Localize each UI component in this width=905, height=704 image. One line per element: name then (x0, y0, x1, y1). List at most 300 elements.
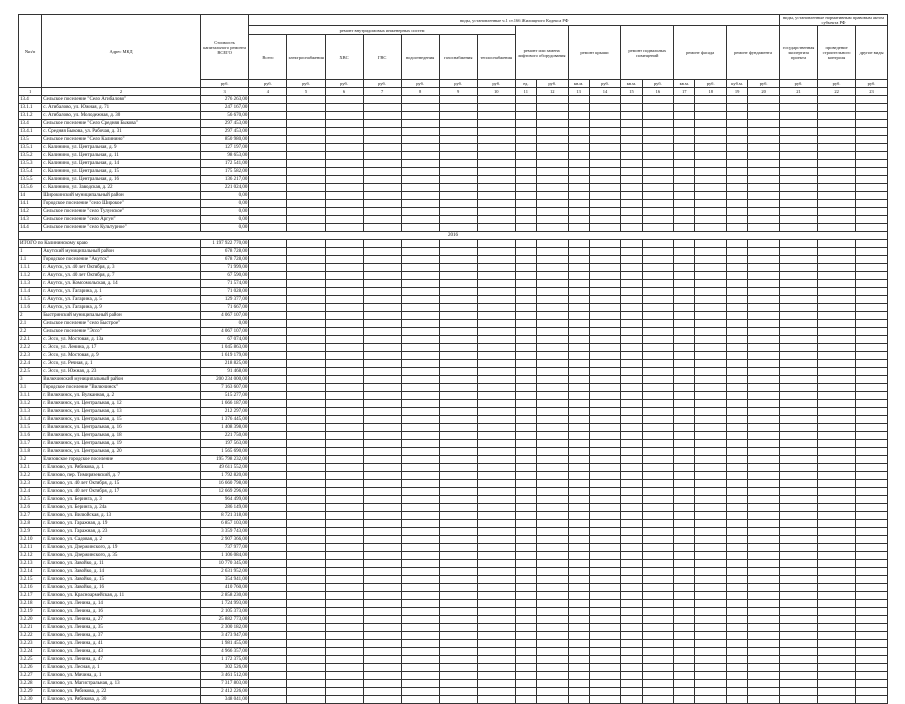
row-cell (536, 192, 568, 200)
row-cell (589, 352, 621, 360)
row-cell (589, 584, 621, 592)
row-cell (589, 632, 621, 640)
row-total-cost: 2 412 226,00 (200, 688, 249, 696)
row-cell (363, 344, 401, 352)
row-cell (621, 496, 642, 504)
row-cell (439, 312, 477, 320)
row-cell (287, 240, 325, 248)
row-address: Сельское поселение "Село Средняя Быкова" (42, 120, 201, 128)
row-cell (674, 664, 695, 672)
row-cell (568, 672, 589, 680)
row-cell (589, 464, 621, 472)
row-cell (477, 224, 515, 232)
row-cell (674, 152, 695, 160)
row-total-cost: 297 453,00 (200, 128, 249, 136)
row-address: г. Елизово, ул. Вилюйская, д. 13 (42, 512, 201, 520)
row-cell (515, 224, 536, 232)
row-cell (856, 464, 888, 472)
row-cell (477, 544, 515, 552)
row-cell (325, 104, 363, 112)
row-cell (401, 520, 439, 528)
row-cell (439, 616, 477, 624)
row-cell (249, 368, 287, 376)
row-cell (477, 176, 515, 184)
row-cell (439, 184, 477, 192)
row-cell (568, 648, 589, 656)
row-cell (748, 568, 780, 576)
header-column-numbers-row (19, 88, 888, 96)
row-cell (536, 384, 568, 392)
section-row (19, 384, 888, 392)
row-cell (589, 552, 621, 560)
row-cell (621, 632, 642, 640)
row-cell (287, 216, 325, 224)
row-cell (621, 504, 642, 512)
row-cell (363, 464, 401, 472)
row-cell (515, 328, 536, 336)
row-cell (568, 352, 589, 360)
row-cell (589, 336, 621, 344)
row-cell (642, 616, 674, 624)
table-row (19, 280, 888, 288)
row-cell (287, 280, 325, 288)
row-cell (748, 320, 780, 328)
row-cell (536, 416, 568, 424)
row-cell (621, 608, 642, 616)
row-cell (536, 352, 568, 360)
row-cell (536, 96, 568, 104)
row-cell (589, 664, 621, 672)
row-cell (589, 176, 621, 184)
row-cell (727, 136, 748, 144)
row-cell (748, 552, 780, 560)
row-cell (674, 264, 695, 272)
row-cell (818, 496, 856, 504)
row-cell (674, 416, 695, 424)
row-cell (536, 496, 568, 504)
row-cell (695, 128, 727, 136)
row-cell (695, 560, 727, 568)
table-row (19, 304, 888, 312)
row-cell (325, 368, 363, 376)
row-number: 13.4.1 (19, 128, 42, 136)
row-cell (536, 424, 568, 432)
row-cell (589, 264, 621, 272)
row-cell (287, 400, 325, 408)
row-cell (249, 576, 287, 584)
row-cell (642, 248, 674, 256)
column-number: 13 (568, 88, 589, 96)
row-cell (536, 304, 568, 312)
row-total-cost: 6 857 103,00 (200, 520, 249, 528)
row-number: 3.2.14 (19, 568, 42, 576)
row-cell (439, 104, 477, 112)
row-cell (363, 488, 401, 496)
row-cell (515, 472, 536, 480)
row-cell (818, 504, 856, 512)
row-cell (856, 384, 888, 392)
row-cell (642, 560, 674, 568)
row-cell (401, 544, 439, 552)
row-cell (477, 144, 515, 152)
row-cell (401, 168, 439, 176)
row-cell (695, 544, 727, 552)
row-address: г. Елизово, ул. Ленина, д. 43 (42, 648, 201, 656)
row-cell (642, 264, 674, 272)
row-cell (401, 576, 439, 584)
row-number: 1.1.1 (19, 264, 42, 272)
row-cell (727, 464, 748, 472)
row-cell (780, 600, 818, 608)
section-row (19, 136, 888, 144)
row-cell (674, 456, 695, 464)
row-cell (818, 248, 856, 256)
header-group-regional: виды, установленные нормативным правовым актом субъекта РФ (780, 15, 888, 26)
row-cell (363, 208, 401, 216)
row-address: г. Елизово, ул. Ленина, д. 47 (42, 656, 201, 664)
row-cell (439, 112, 477, 120)
row-total-cost: 221 750,00 (200, 432, 249, 440)
row-total-cost: 4 067 107,00 (200, 312, 249, 320)
row-cell (287, 296, 325, 304)
row-cell (363, 624, 401, 632)
row-cell (621, 440, 642, 448)
row-cell (249, 456, 287, 464)
row-cell (536, 520, 568, 528)
row-cell (695, 200, 727, 208)
row-cell (674, 408, 695, 416)
row-cell (621, 512, 642, 520)
row-cell (439, 192, 477, 200)
row-cell (249, 192, 287, 200)
unit: руб. (695, 80, 727, 88)
row-total-cost: 247 167,00 (200, 104, 249, 112)
column-number: 9 (439, 88, 477, 96)
row-cell (439, 552, 477, 560)
row-cell (748, 280, 780, 288)
row-cell (780, 408, 818, 416)
row-cell (477, 520, 515, 528)
row-cell (589, 112, 621, 120)
row-cell (748, 528, 780, 536)
row-cell (401, 288, 439, 296)
section-row (19, 192, 888, 200)
row-cell (748, 104, 780, 112)
row-cell (621, 208, 642, 216)
row-cell (536, 400, 568, 408)
row-cell (621, 400, 642, 408)
row-cell (674, 576, 695, 584)
row-cell (818, 256, 856, 264)
row-cell (748, 368, 780, 376)
column-number: 8 (401, 88, 439, 96)
row-cell (856, 600, 888, 608)
row-cell (363, 240, 401, 248)
row-cell (287, 256, 325, 264)
row-cell (621, 616, 642, 624)
row-cell (477, 216, 515, 224)
row-cell (401, 688, 439, 696)
row-cell (477, 288, 515, 296)
row-cell (695, 608, 727, 616)
row-cell (589, 640, 621, 648)
row-total-cost: 195 798 232,00 (200, 456, 249, 464)
row-cell (748, 656, 780, 664)
row-cell (780, 512, 818, 520)
row-number: 3.2.2 (19, 472, 42, 480)
row-total-cost: 286 149,00 (200, 504, 249, 512)
row-cell (325, 344, 363, 352)
row-cell (589, 168, 621, 176)
row-cell (401, 472, 439, 480)
row-number: 3.2.29 (19, 688, 42, 696)
row-cell (439, 568, 477, 576)
row-cell (439, 472, 477, 480)
row-cell (780, 144, 818, 152)
row-cell (249, 664, 287, 672)
row-cell (249, 376, 287, 384)
row-cell (515, 496, 536, 504)
row-cell (780, 608, 818, 616)
row-cell (401, 512, 439, 520)
row-cell (401, 296, 439, 304)
row-cell (727, 424, 748, 432)
row-cell (621, 448, 642, 456)
row-cell (674, 672, 695, 680)
row-cell (363, 376, 401, 384)
row-cell (401, 464, 439, 472)
row-cell (695, 304, 727, 312)
row-cell (780, 184, 818, 192)
row-cell (477, 392, 515, 400)
row-cell (727, 224, 748, 232)
row-cell (401, 104, 439, 112)
row-cell (536, 184, 568, 192)
row-cell (249, 464, 287, 472)
row-cell (674, 224, 695, 232)
row-cell (536, 488, 568, 496)
row-cell (287, 544, 325, 552)
row-cell (727, 560, 748, 568)
row-total-cost: 175 582,00 (200, 168, 249, 176)
row-cell (589, 472, 621, 480)
header-other: другие виды (856, 26, 888, 80)
row-cell (727, 208, 748, 216)
row-cell (748, 248, 780, 256)
row-address: г. Вилючинск, ул. Центральная, д. 15 (42, 416, 201, 424)
row-cell (439, 344, 477, 352)
row-cell (477, 656, 515, 664)
table-row (19, 104, 888, 112)
row-cell (621, 416, 642, 424)
row-cell (249, 520, 287, 528)
row-cell (249, 360, 287, 368)
row-cell (249, 512, 287, 520)
row-cell (401, 672, 439, 680)
row-cell (621, 584, 642, 592)
row-cell (780, 336, 818, 344)
row-cell (568, 408, 589, 416)
table-row (19, 128, 888, 136)
row-cell (695, 136, 727, 144)
row-cell (856, 584, 888, 592)
row-cell (856, 160, 888, 168)
row-cell (515, 440, 536, 448)
row-cell (287, 536, 325, 544)
row-cell (439, 624, 477, 632)
row-cell (748, 496, 780, 504)
row-cell (249, 104, 287, 112)
row-cell (363, 456, 401, 464)
row-number: 3.2.3 (19, 480, 42, 488)
row-address: г. Елизово, ул. Дзержинского, д. 19 (42, 544, 201, 552)
row-cell (439, 656, 477, 664)
row-cell (536, 136, 568, 144)
row-total-cost: 49 611 552,00 (200, 464, 249, 472)
header-expertise: государственная экспертиза проекта (780, 26, 818, 80)
table-row (19, 360, 888, 368)
row-cell (249, 672, 287, 680)
row-cell (568, 280, 589, 288)
row-cell (818, 272, 856, 280)
row-cell (287, 96, 325, 104)
row-cell (568, 592, 589, 600)
row-cell (642, 128, 674, 136)
row-cell (748, 184, 780, 192)
row-cell (568, 680, 589, 688)
row-cell (568, 168, 589, 176)
row-cell (401, 128, 439, 136)
row-cell (568, 200, 589, 208)
row-cell (287, 416, 325, 424)
row-cell (287, 624, 325, 632)
row-cell (515, 104, 536, 112)
row-cell (568, 384, 589, 392)
row-cell (401, 328, 439, 336)
row-cell (439, 688, 477, 696)
header-eng-drainage: водоотведения (401, 35, 439, 80)
row-cell (674, 352, 695, 360)
row-cell (695, 144, 727, 152)
row-cell (621, 120, 642, 128)
row-cell (568, 136, 589, 144)
row-cell (568, 448, 589, 456)
row-cell (621, 352, 642, 360)
row-cell (748, 160, 780, 168)
row-cell (818, 664, 856, 672)
column-number: 10 (477, 88, 515, 96)
row-number: 2.2.2 (19, 344, 42, 352)
row-cell (695, 368, 727, 376)
row-cell (642, 696, 674, 704)
header-eng-hot-water: ГВС (363, 35, 401, 80)
row-cell (477, 208, 515, 216)
row-cell (536, 256, 568, 264)
row-cell (818, 152, 856, 160)
row-number: 3 (19, 376, 42, 384)
row-cell (695, 512, 727, 520)
table-row (19, 176, 888, 184)
unit: руб. (536, 80, 568, 88)
row-cell (287, 600, 325, 608)
row-cell (621, 520, 642, 528)
row-cell (515, 208, 536, 216)
row-cell (818, 240, 856, 248)
row-cell (818, 672, 856, 680)
row-cell (568, 552, 589, 560)
row-cell (674, 600, 695, 608)
row-cell (674, 96, 695, 104)
row-cell (727, 256, 748, 264)
row-cell (727, 520, 748, 528)
row-number: 3.2.8 (19, 520, 42, 528)
row-cell (363, 296, 401, 304)
row-cell (477, 680, 515, 688)
row-address: с. Агибалово, ул. Молодежная, д. 30 (42, 112, 201, 120)
row-cell (695, 352, 727, 360)
row-cell (536, 440, 568, 448)
row-cell (642, 464, 674, 472)
row-cell (780, 200, 818, 208)
row-cell (780, 216, 818, 224)
row-cell (589, 480, 621, 488)
row-cell (748, 504, 780, 512)
row-total-cost: 2 858 230,00 (200, 592, 249, 600)
row-cell (287, 560, 325, 568)
row-cell (780, 96, 818, 104)
row-cell (515, 648, 536, 656)
row-cell (287, 584, 325, 592)
row-cell (477, 344, 515, 352)
row-total-cost: 410 760,00 (200, 584, 249, 592)
row-cell (401, 552, 439, 560)
row-cell (325, 560, 363, 568)
row-cell (589, 216, 621, 224)
row-cell (477, 160, 515, 168)
row-cell (477, 408, 515, 416)
row-cell (818, 600, 856, 608)
row-cell (515, 200, 536, 208)
row-cell (780, 304, 818, 312)
row-cell (780, 384, 818, 392)
row-cell (363, 216, 401, 224)
unit: руб. (818, 80, 856, 88)
row-cell (363, 200, 401, 208)
row-cell (477, 360, 515, 368)
row-cell (325, 200, 363, 208)
row-cell (695, 288, 727, 296)
row-cell (695, 224, 727, 232)
table-row (19, 584, 888, 592)
row-cell (748, 272, 780, 280)
row-cell (249, 408, 287, 416)
row-cell (621, 264, 642, 272)
row-cell (477, 648, 515, 656)
row-address: Городское поселение "село Широкое" (42, 200, 201, 208)
column-number: 2 (42, 88, 201, 96)
row-cell (674, 296, 695, 304)
row-cell (287, 656, 325, 664)
row-cell (818, 112, 856, 120)
row-cell (818, 648, 856, 656)
row-cell (536, 216, 568, 224)
row-number: 14.3 (19, 216, 42, 224)
row-cell (568, 104, 589, 112)
row-cell (589, 600, 621, 608)
row-cell (589, 680, 621, 688)
row-cell (674, 528, 695, 536)
row-cell (515, 296, 536, 304)
